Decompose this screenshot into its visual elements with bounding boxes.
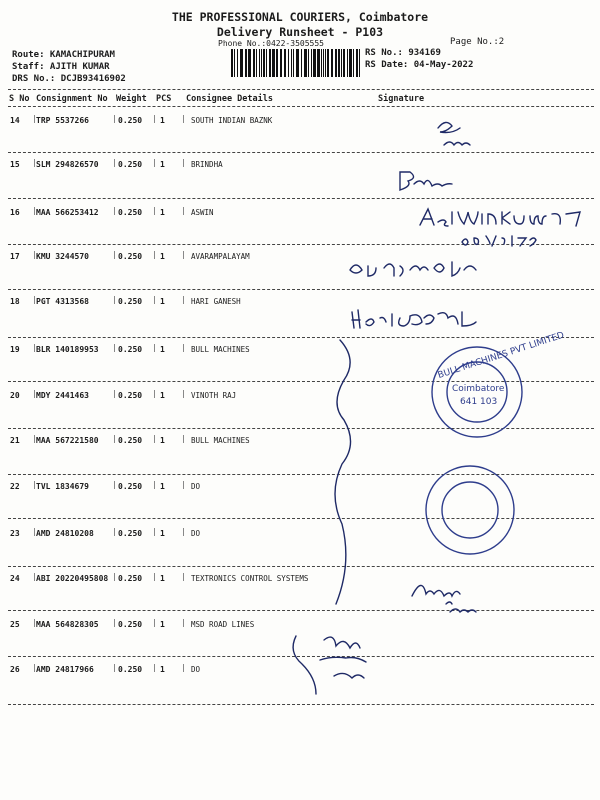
row-consignee: ASWIN [191, 208, 214, 217]
row-weight: 0.250 [118, 574, 143, 583]
barcode-bar [359, 49, 360, 77]
row-consignment: AMD 24810208 [36, 529, 94, 538]
row-weight: 0.250 [118, 391, 143, 400]
row-rule [8, 566, 594, 567]
row-weight: 0.250 [118, 297, 143, 306]
barcode-bar [356, 49, 358, 77]
row-pcs: 1 [160, 665, 165, 674]
row-pcs: 1 [160, 116, 165, 125]
row-sno: 14 [10, 116, 20, 125]
row-weight: 0.250 [118, 436, 143, 445]
row-pcs: 1 [160, 574, 165, 583]
column-separator [183, 115, 184, 123]
row-consignee: DO [191, 665, 201, 674]
runsheet-subtitle: Delivery Runsheet - P103 [216, 25, 384, 39]
route-label: Route: KAMACHIPURAM [12, 50, 115, 60]
column-separator [34, 296, 35, 304]
barcode-bar [280, 49, 282, 77]
page-number: Page No.:2 [450, 37, 505, 47]
staff-label: Staff: AJITH KUMAR [12, 62, 110, 72]
row-consignment: AMD 24817966 [36, 665, 94, 674]
column-separator [34, 664, 35, 672]
barcode-bar [231, 49, 233, 77]
column-separator [183, 159, 184, 167]
barcode-bar [343, 49, 345, 77]
row-rule [8, 244, 594, 245]
row-consignee: SOUTH INDIAN BAZNK [191, 116, 273, 125]
row-sno: 22 [10, 482, 20, 491]
column-separator [114, 296, 115, 304]
column-separator [183, 573, 184, 581]
row-rule [8, 337, 594, 338]
column-separator [34, 159, 35, 167]
row-pcs: 1 [160, 252, 165, 261]
row-consignment: BLR 140189953 [36, 345, 99, 354]
row-sno: 26 [10, 665, 20, 674]
row-weight: 0.250 [118, 208, 143, 217]
barcode-bar [321, 49, 322, 77]
rs-date: RS Date: 04-May-2022 [365, 60, 474, 70]
row-pcs: 1 [160, 529, 165, 538]
column-separator [34, 390, 35, 398]
phone-number: Phone No.:0422-3505555 [218, 39, 324, 48]
barcode-bar [296, 49, 299, 77]
row-rule [8, 428, 594, 429]
column-separator [154, 159, 155, 167]
row-consignee: MSD ROAD LINES [191, 620, 255, 629]
barcode-bar [266, 49, 267, 77]
barcode-bar [311, 49, 312, 77]
row-rule [8, 474, 594, 475]
column-separator [114, 528, 115, 536]
column-separator [183, 207, 184, 215]
column-separator [154, 528, 155, 536]
barcode-bar [293, 49, 294, 77]
column-separator [34, 207, 35, 215]
column-separator [183, 481, 184, 489]
barcode-bar [325, 49, 326, 77]
column-separator [183, 251, 184, 259]
column-separator [114, 344, 115, 352]
row-sno: 15 [10, 160, 20, 169]
barcode-bar [288, 49, 289, 77]
row-sno: 19 [10, 345, 20, 354]
row-sno: 16 [10, 208, 20, 217]
row-consignment: SLM 294826570 [36, 160, 99, 169]
barcode-bar [317, 49, 320, 77]
barcode-bar [237, 49, 238, 77]
barcode-bar [259, 49, 260, 77]
column-separator [34, 435, 35, 443]
column-separator [154, 573, 155, 581]
column-separator [34, 251, 35, 259]
row-consignment: MAA 567221580 [36, 436, 99, 445]
barcode-bar [353, 49, 354, 77]
row-consignment: ABI 20220495808 [36, 574, 109, 583]
barcode-bar [248, 49, 251, 77]
row-pcs: 1 [160, 482, 165, 491]
row-rule [8, 656, 594, 657]
barcode-bar [284, 49, 286, 77]
row-consignment: TVL 1834679 [36, 482, 89, 491]
column-separator [183, 435, 184, 443]
column-separator [154, 115, 155, 123]
row-sno: 25 [10, 620, 20, 629]
row-rule [8, 704, 594, 705]
column-separator [34, 573, 35, 581]
column-separator [154, 207, 155, 215]
column-separator [34, 619, 35, 627]
row-consignee: HARI GANESH [191, 297, 241, 306]
column-separator [34, 344, 35, 352]
column-separator [154, 435, 155, 443]
column-separator [114, 390, 115, 398]
column-header-consignment: Consignment No [36, 94, 108, 104]
row-consignee: BULL MACHINES [191, 345, 250, 354]
column-header-weight: Weight [116, 94, 147, 104]
row-consignee: VINOTH RAJ [191, 391, 237, 400]
column-separator [154, 619, 155, 627]
column-separator [114, 207, 115, 215]
row-weight: 0.250 [118, 665, 143, 674]
column-header-consignee: Consignee Details [186, 94, 273, 104]
row-consignee: TEXTRONICS CONTROL SYSTEMS [191, 574, 309, 583]
row-consignee: BRINDHA [191, 160, 223, 169]
row-consignee: DO [191, 482, 201, 491]
barcode-bar [269, 49, 271, 77]
rs-number: RS No.: 934169 [365, 48, 441, 58]
row-consignment: PGT 4313568 [36, 297, 89, 306]
barcode-bar [276, 49, 278, 77]
row-pcs: 1 [160, 345, 165, 354]
barcode-bar [349, 49, 352, 77]
row-rule [8, 152, 594, 153]
row-pcs: 1 [160, 436, 165, 445]
barcode-bar [331, 49, 333, 77]
row-consignee: DO [191, 529, 201, 538]
barcode-bar [335, 49, 337, 77]
column-separator [183, 528, 184, 536]
stamp-city-text: Coimbatore [452, 384, 505, 394]
row-consignment: KMU 3244570 [36, 252, 89, 261]
column-separator [183, 619, 184, 627]
column-header-signature: Signature [378, 94, 425, 104]
barcode-bar [304, 49, 307, 77]
row-pcs: 1 [160, 160, 165, 169]
column-header-sno: S No [9, 94, 30, 104]
row-pcs: 1 [160, 620, 165, 629]
barcode-bar [323, 49, 324, 77]
column-separator [114, 664, 115, 672]
row-sno: 20 [10, 391, 20, 400]
row-pcs: 1 [160, 297, 165, 306]
row-weight: 0.250 [118, 160, 143, 169]
row-rule [8, 289, 594, 290]
barcode-bar [253, 49, 255, 77]
barcode-bar [313, 49, 316, 77]
row-sno: 18 [10, 297, 20, 306]
column-separator [114, 573, 115, 581]
barcode-bar [338, 49, 340, 77]
column-separator [154, 390, 155, 398]
row-consignee: AVARAMPALAYAM [191, 252, 250, 261]
column-separator [154, 251, 155, 259]
row-weight: 0.250 [118, 529, 143, 538]
barcode [231, 49, 363, 77]
barcode-bar [308, 49, 309, 77]
row-consignment: TRP 5537266 [36, 116, 89, 125]
row-weight: 0.250 [118, 252, 143, 261]
barcode-bar [245, 49, 247, 77]
stamp-top-text: BULL MACHINES PVT LIMITED [436, 330, 566, 381]
barcode-bar [341, 49, 342, 77]
column-separator [154, 664, 155, 672]
barcode-bar [234, 49, 235, 77]
barcode-bar [256, 49, 257, 77]
barcode-bar [261, 49, 262, 77]
barcode-bar [291, 49, 292, 77]
row-sno: 21 [10, 436, 20, 445]
row-weight: 0.250 [118, 482, 143, 491]
column-separator [114, 251, 115, 259]
document-title: THE PROFESSIONAL COURIERS, Coimbatore [171, 10, 429, 24]
column-separator [154, 344, 155, 352]
column-separator [183, 344, 184, 352]
column-separator [183, 296, 184, 304]
stamp-pin-text: 641 103 [460, 397, 498, 407]
row-consignment: MDY 2441463 [36, 391, 89, 400]
row-rule [8, 610, 594, 611]
row-consignment: MAA 564828305 [36, 620, 99, 629]
row-rule [8, 381, 594, 382]
row-weight: 0.250 [118, 116, 143, 125]
row-weight: 0.250 [118, 620, 143, 629]
barcode-bar [301, 49, 302, 77]
drs-number: DRS No.: DCJB93416902 [12, 74, 126, 84]
header-bottom-rule [8, 106, 594, 107]
row-consignee: BULL MACHINES [191, 436, 250, 445]
column-separator [183, 390, 184, 398]
column-separator [114, 619, 115, 627]
barcode-bar [327, 49, 329, 77]
row-weight: 0.250 [118, 345, 143, 354]
column-separator [114, 159, 115, 167]
column-separator [114, 435, 115, 443]
row-rule [8, 198, 594, 199]
row-pcs: 1 [160, 208, 165, 217]
row-sno: 23 [10, 529, 20, 538]
row-sno: 24 [10, 574, 20, 583]
barcode-bar [240, 49, 243, 77]
row-rule [8, 518, 594, 519]
barcode-bar [347, 49, 348, 77]
row-pcs: 1 [160, 391, 165, 400]
row-sno: 17 [10, 252, 20, 261]
barcode-bar [263, 49, 265, 77]
column-header-pcs: PCS [156, 94, 172, 104]
row-consignment: MAA 566253412 [36, 208, 99, 217]
column-separator [114, 481, 115, 489]
column-separator [34, 481, 35, 489]
column-separator [183, 664, 184, 672]
table-top-rule [8, 89, 594, 90]
column-separator [34, 115, 35, 123]
barcode-bar [272, 49, 275, 77]
column-separator [114, 115, 115, 123]
column-separator [154, 296, 155, 304]
column-separator [154, 481, 155, 489]
column-separator [34, 528, 35, 536]
